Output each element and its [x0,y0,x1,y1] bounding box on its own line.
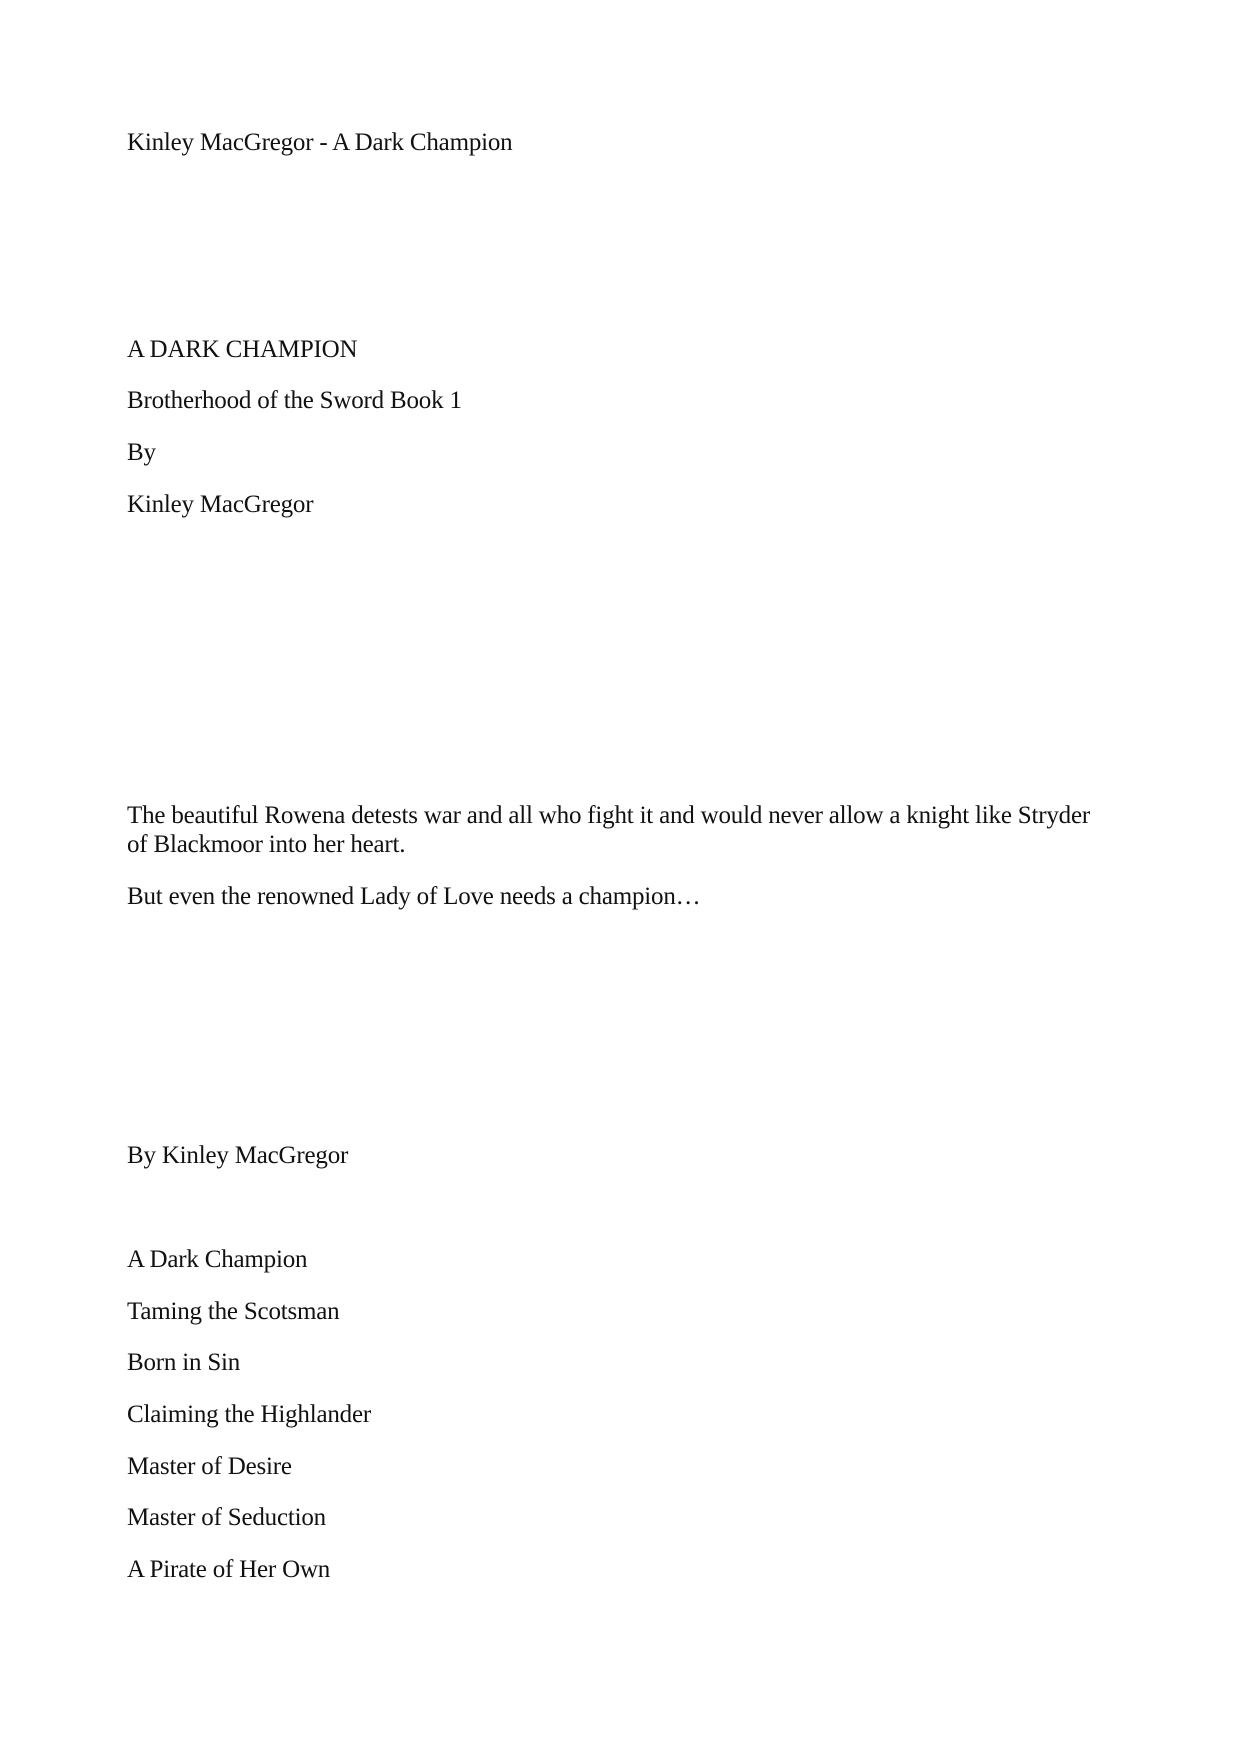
book-list-item: A Pirate of Her Own [127,1556,331,1583]
blurb-paragraph: The beautiful Rowena detests war and all who fight it and would never allow a knight like Stryder of Blackmoor into her heart. [127,802,1090,858]
running-header: Kinley MacGregor - A Dark Champion [127,129,513,156]
series-line: Brotherhood of the Sword Book 1 [127,387,462,414]
book-title: A DARK CHAMPION [127,336,358,363]
also-by-heading: By Kinley MacGregor [127,1142,349,1169]
by-line: By [127,439,156,466]
book-list-item: Claiming the Highlander [127,1401,371,1428]
blurb-tagline: But even the renowned Lady of Love needs a champion… [127,883,701,910]
book-list-item: A Dark Champion [127,1246,308,1273]
author-name: Kinley MacGregor [127,491,314,518]
book-list-item: Master of Desire [127,1453,292,1480]
book-list-item: Born in Sin [127,1349,241,1376]
book-list-item: Taming the Scotsman [127,1298,340,1325]
book-list-item: Master of Seduction [127,1504,326,1531]
